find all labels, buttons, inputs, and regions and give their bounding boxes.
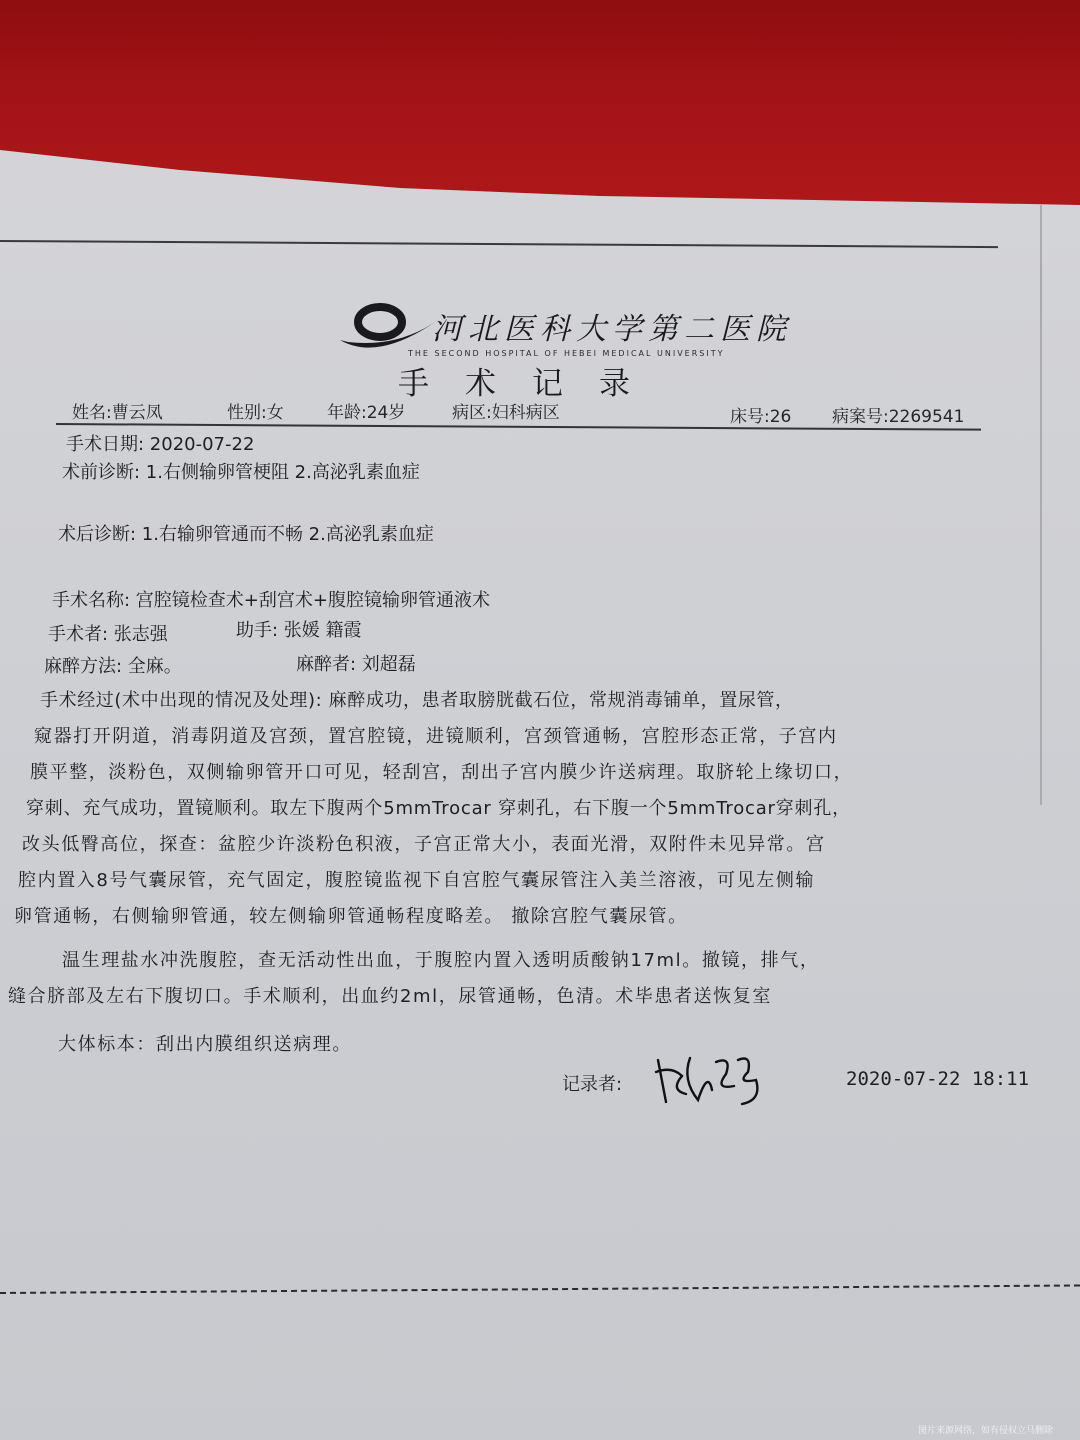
anesthesia-method: 麻醉方法: 全麻。 (44, 656, 182, 677)
patient-sex: 性别:女 (227, 403, 284, 423)
procedure-line: 穿刺、充气成功，置镜顺利。取左下腹两个5mmTrocar 穿刺孔，右下腹一个5mmTrocar穿刺孔， (26, 798, 851, 819)
pre-op-diagnosis: 术前诊断: 1.右侧输卵管梗阻 2.高泌乳素血症 (62, 462, 420, 483)
document-title: 手术记录 (398, 366, 666, 402)
hospital-name-en: THE SECOND HOSPITAL OF HEBEI MEDICAL UNIVERSITY (408, 349, 725, 358)
procedure-line: 手术经过(术中出现的情况及处理): 麻醉成功，患者取膀胱截石位，常规消毒铺单，置尿管， (40, 690, 794, 711)
operation-date: 手术日期: 2020-07-22 (66, 434, 255, 455)
procedure-line: 膜平整，淡粉色，双侧输卵管开口可见，轻刮宫，刮出子宫内膜少许送病理。取脐轮上缘切口， (30, 762, 854, 783)
patient-ward: 病区:妇科病区 (452, 403, 560, 423)
surgeon: 手术者: 张志强 (48, 624, 168, 645)
procedure-line: 缝合脐部及左右下腹切口。手术顺利，出血约2ml，尿管通畅，色清。术毕患者送恢复室 (8, 986, 772, 1007)
patient-name: 姓名:曹云凤 (72, 403, 163, 423)
patient-bed: 床号:26 (730, 407, 792, 427)
source-watermark: 图片来源网络，如有侵权立马删除 (918, 1426, 1054, 1436)
gross-specimen: 大体标本：刮出内膜组织送病理。 (58, 1034, 352, 1055)
next-page-edge (1040, 205, 1042, 805)
anesthetist: 麻醉者: 刘超磊 (296, 654, 416, 675)
hospital-name-cn: 河北医科大学第二医院 (432, 312, 792, 347)
patient-age: 年龄:24岁 (327, 403, 406, 423)
patient-case-number: 病案号:2269541 (832, 407, 965, 427)
procedure-line: 腔内置入8号气囊尿管，充气固定，腹腔镜监视下自宫腔气囊尿管注入美兰溶液，可见左侧输 (18, 870, 816, 891)
procedure-line: 温生理盐水冲洗腹腔，查无活动性出血，于腹腔内置入透明质酸钠17ml。撤镜，排气， (62, 950, 820, 971)
procedure-line: 卵管通畅，右侧输卵管通，较左侧输卵管通畅程度略差。 撤除宫腔气囊尿管。 (14, 906, 688, 927)
assistant: 助手: 张媛 籍霞 (236, 620, 362, 641)
recorder-signature-icon (652, 1050, 772, 1110)
operation-name: 手术名称: 宫腔镜检查术+刮宫术+腹腔镜输卵管通液术 (52, 590, 490, 611)
procedure-line: 窥器打开阴道，消毒阴道及宫颈，置宫腔镜，进镜顺利，宫颈管通畅，宫腔形态正常，子宫内 (34, 726, 838, 747)
recorder-label: 记录者: (562, 1074, 623, 1095)
procedure-line: 改头低臀高位，探查：盆腔少许淡粉色积液，子宫正常大小，表面光滑，双附件未见异常。宫 (22, 834, 826, 855)
post-op-diagnosis: 术后诊断: 1.右输卵管通而不畅 2.高泌乳素血症 (58, 524, 434, 545)
record-timestamp: 2020-07-22 18:11 (846, 1068, 1030, 1090)
